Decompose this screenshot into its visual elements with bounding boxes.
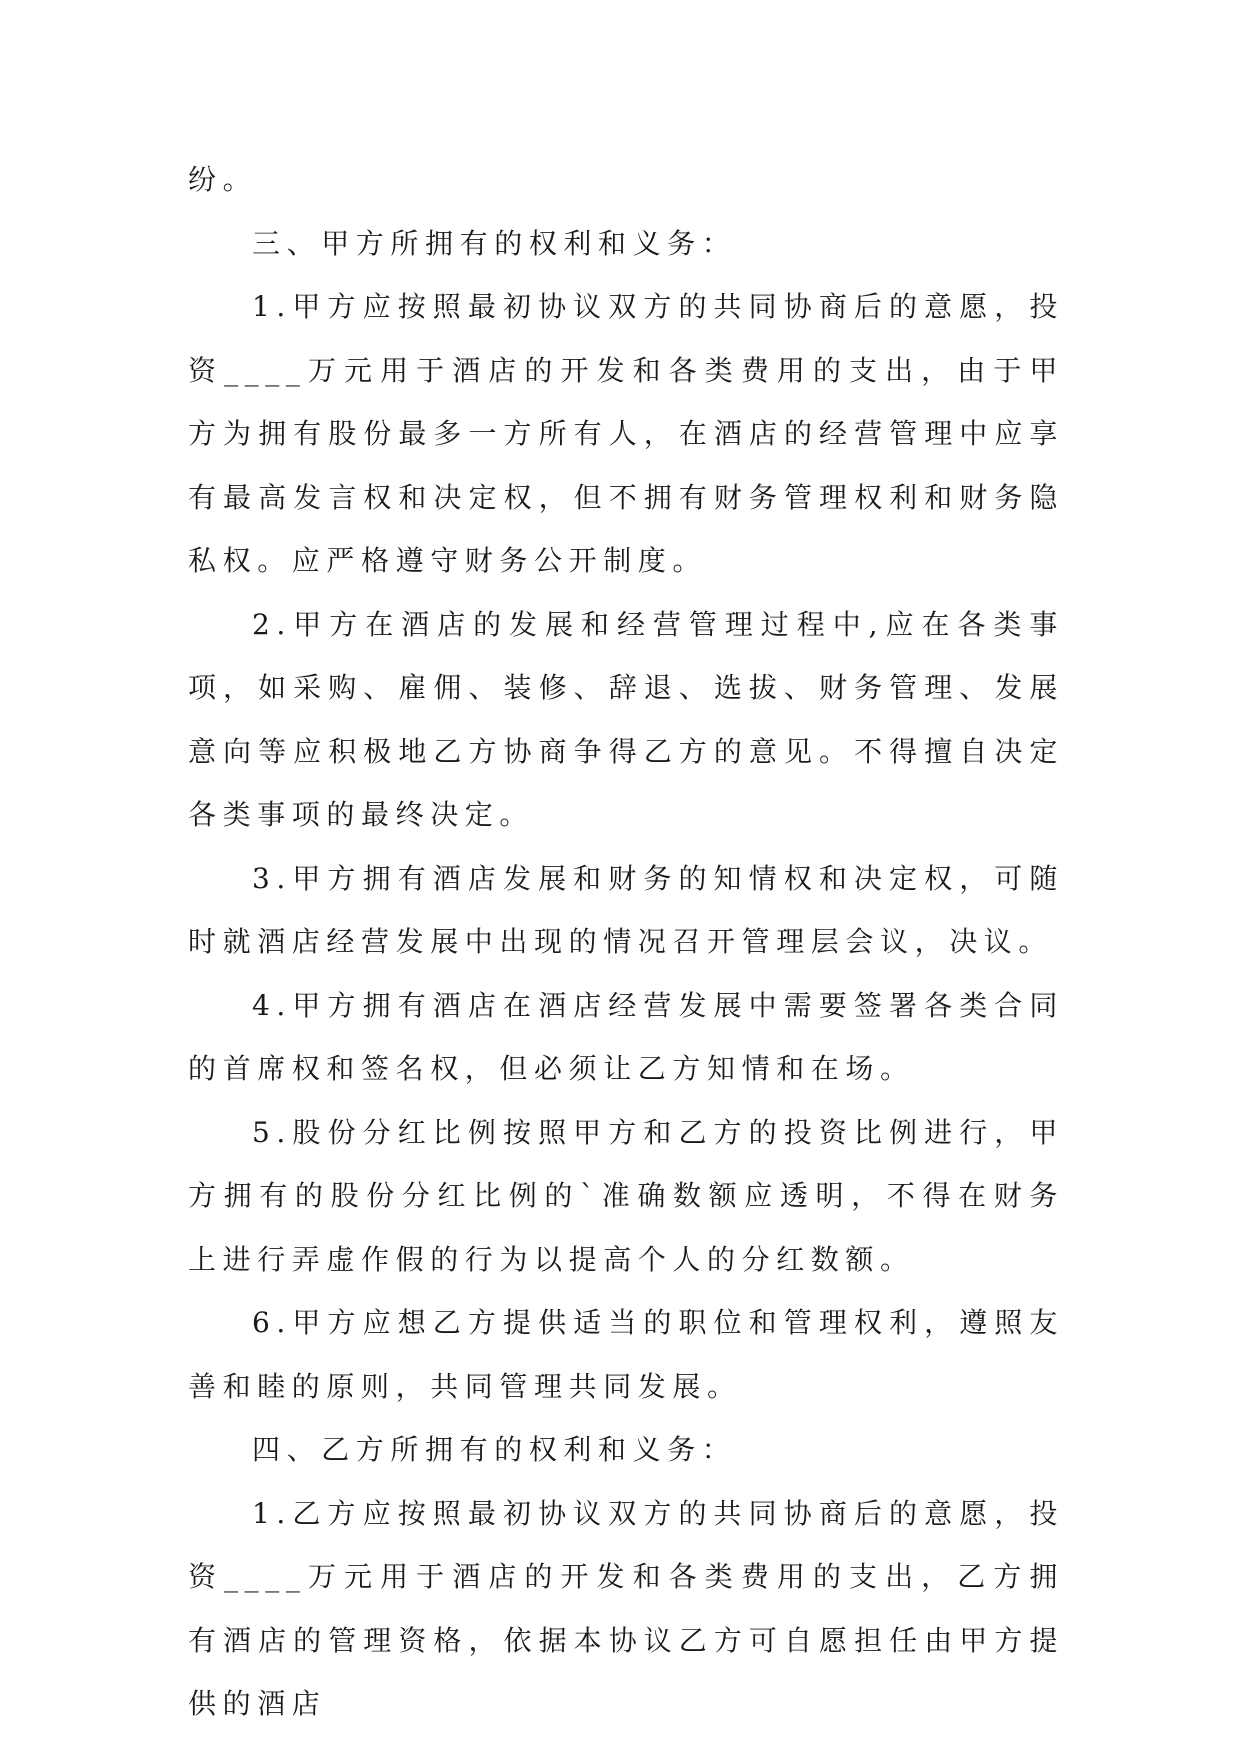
paragraph-continuation: 纷。 bbox=[188, 163, 258, 196]
section-heading-party-a-rights: 三、甲方所拥有的权利和义务： bbox=[252, 226, 737, 260]
clause-a-2: 2.甲方在酒店的发展和经营管理过程中,应在各类事项，如采购、雇佣、装修、辞退、选拔、财务管理、发展意向等应积极地乙方协商争得乙方的意见。不得擅自决定各类事项的最终决定。 bbox=[188, 607, 1064, 831]
clause-a-4: 4.甲方拥有酒店在酒店经营发展中需要签署各类合同的首席权和签名权，但必须让乙方知情和在场。 bbox=[188, 988, 1064, 1085]
clause-a-1: 1.甲方应按照最初协议双方的共同协商后的意愿，投资____万元用于酒店的开发和各类费用的支出，由于甲方为拥有股份最多一方所有人，在酒店的经营管理中应享有最高发言权和决定权，但不拥有财务管理权利和财务隐私权。应严格遵守财务公开制度。 bbox=[188, 290, 1064, 577]
clause-a-3: 3.甲方拥有酒店发展和财务的知情权和决定权，可随时就酒店经营发展中出现的情况召开管理层会议，决议。 bbox=[188, 861, 1064, 958]
document-body bbox=[188, 148, 1064, 1736]
section-heading-party-b-rights: 四、乙方所拥有的权利和义务： bbox=[252, 1433, 737, 1466]
clause-a-5: 5.股份分红比例按照甲方和乙方的投资比例进行，甲方拥有的股份分红比例的`准确数额应透明，不得在财务上进行弄虚作假的行为以提高个人的分红数额。 bbox=[188, 1115, 1064, 1276]
clause-b-1: 1.乙方应按照最初协议双方的共同协商后的意愿，投资____万元用于酒店的开发和各类费用的支出，乙方拥有酒店的管理资格，依据本协议乙方可自愿担任由甲方提供的酒店 bbox=[188, 1496, 1064, 1720]
clause-a-6: 6.甲方应想乙方提供适当的职位和管理权利，遵照友善和睦的原则，共同管理共同发展。 bbox=[188, 1306, 1064, 1403]
